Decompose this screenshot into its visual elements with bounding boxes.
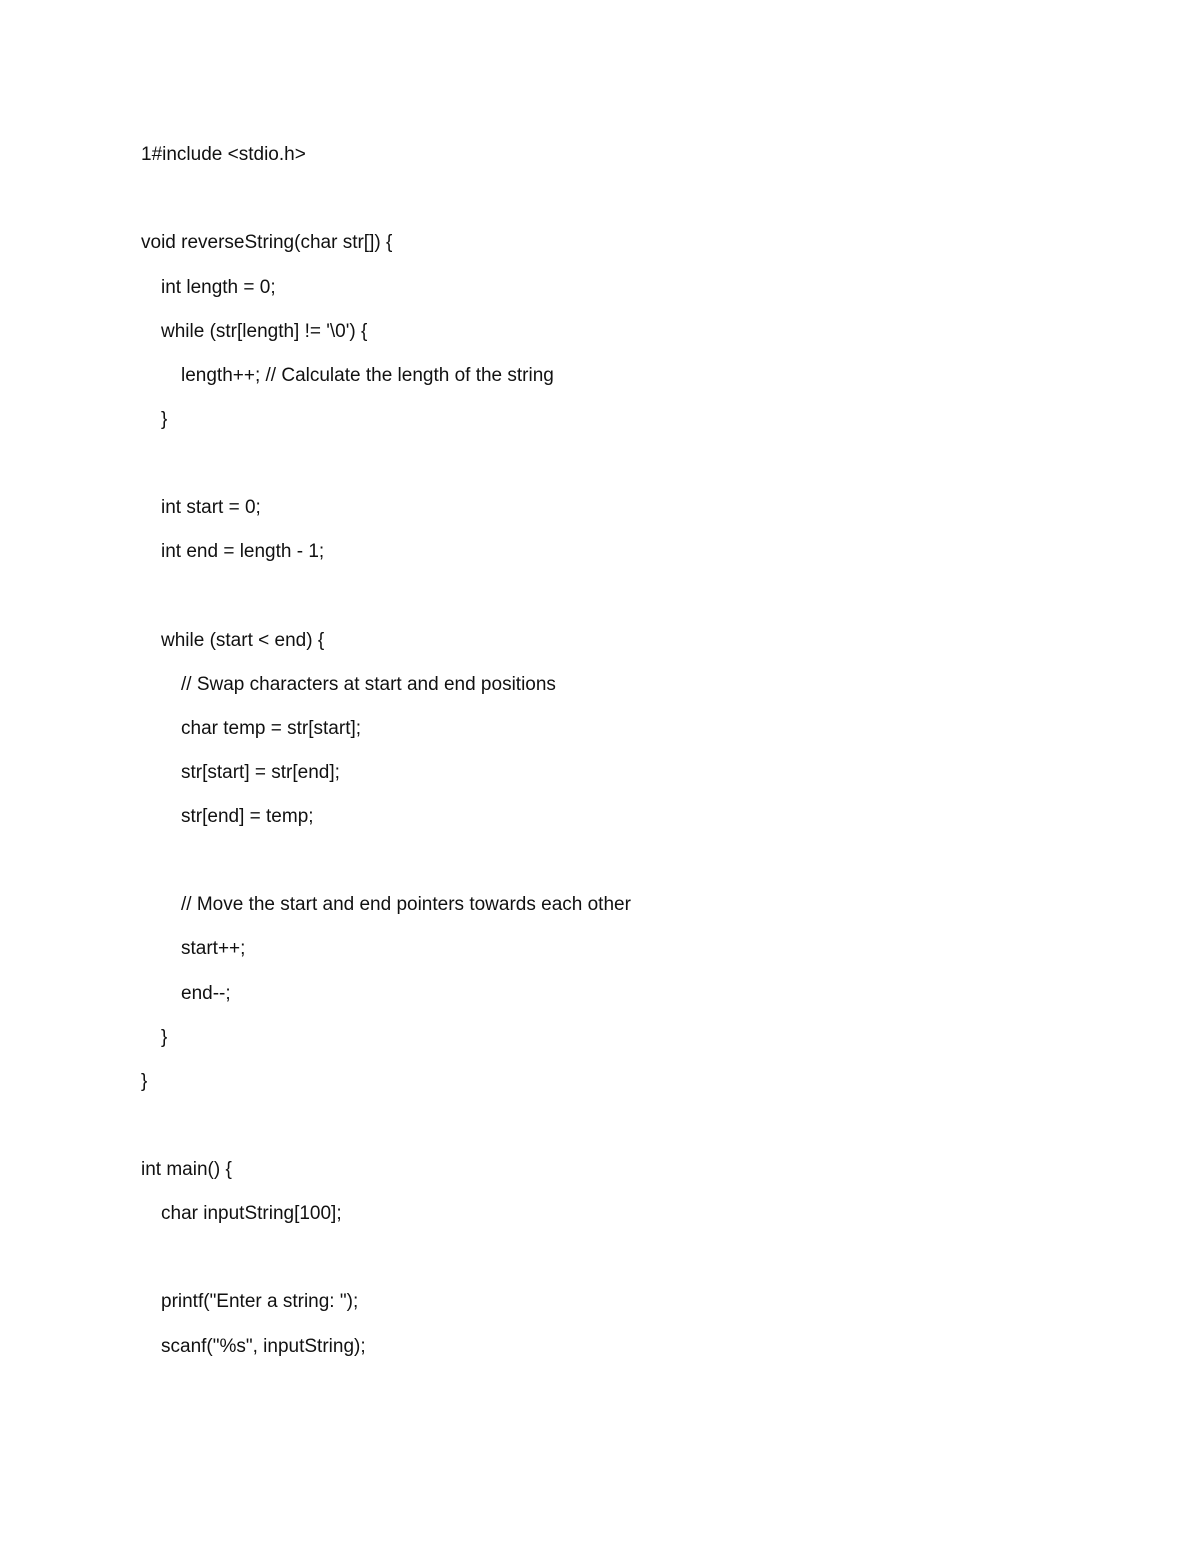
code-line-close-brace: } xyxy=(161,409,168,430)
code-line-end-assignment: str[end] = temp; xyxy=(181,806,314,827)
code-line-move-comment: // Move the start and end pointers towards each other xyxy=(181,894,631,915)
code-line-start-declaration: int start = 0; xyxy=(161,497,261,518)
code-line-main-signature: int main() { xyxy=(141,1159,232,1180)
code-line-input-declaration: char inputString[100]; xyxy=(161,1203,342,1224)
code-line-length-declaration: int length = 0; xyxy=(161,277,276,298)
code-line-include: 1#include <stdio.h> xyxy=(141,144,306,165)
code-line-temp-assignment: char temp = str[start]; xyxy=(181,718,362,739)
code-line-length-increment: length++; // Calculate the length of the string xyxy=(181,365,554,386)
code-line-start-increment: start++; xyxy=(181,938,246,959)
code-line-end-decrement: end--; xyxy=(181,983,231,1004)
code-line-while-swap: while (start < end) { xyxy=(161,630,325,651)
code-line-close-brace: } xyxy=(141,1071,148,1092)
code-line-function-signature: void reverseString(char str[]) { xyxy=(141,232,393,253)
code-line-start-assignment: str[start] = str[end]; xyxy=(181,762,340,783)
code-line-close-brace: } xyxy=(161,1027,168,1048)
code-line-swap-comment: // Swap characters at start and end positions xyxy=(181,674,556,695)
code-line-end-declaration: int end = length - 1; xyxy=(161,541,325,562)
code-line-scanf: scanf("%s", inputString); xyxy=(161,1336,366,1357)
code-line-while-length: while (str[length] != '\0') { xyxy=(161,321,368,342)
code-line-printf: printf("Enter a string: "); xyxy=(161,1291,359,1312)
